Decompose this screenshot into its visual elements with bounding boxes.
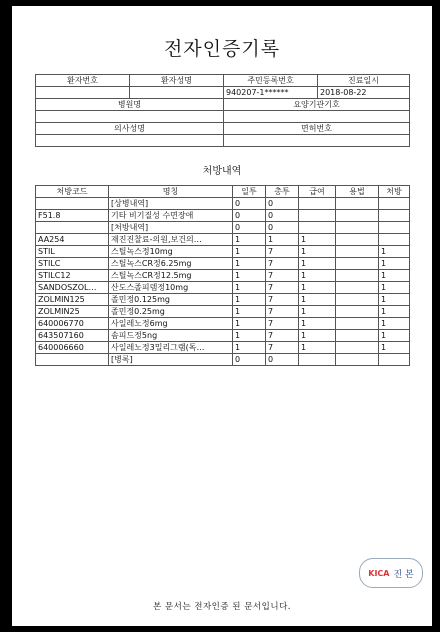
rx-code-cell [36, 198, 109, 210]
patient-number-value [36, 87, 130, 99]
rx-total-cell: 7 [266, 306, 299, 318]
patient-name-header: 환자성명 [130, 75, 224, 87]
rx-prescription-cell: 1 [379, 342, 410, 354]
rx-prescription-cell: 1 [379, 270, 410, 282]
institution-code-label: 요양기관기호 [224, 99, 410, 111]
patient-number-header: 환자번호 [36, 75, 130, 87]
rx-usage-cell [336, 342, 379, 354]
rx-usage-cell [336, 198, 379, 210]
rx-header-code: 처방코드 [36, 186, 109, 198]
rx-coverage-cell: 1 [299, 342, 336, 354]
license-number-value [224, 135, 410, 147]
rx-daily-cell: 1 [233, 330, 266, 342]
rx-usage-cell [336, 354, 379, 366]
rx-coverage-cell: 1 [299, 258, 336, 270]
rx-code-cell: ZOLMIN125 [36, 294, 109, 306]
rx-name-cell: 졸민정0.25mg [109, 306, 233, 318]
rx-header-prescription: 처방 [379, 186, 410, 198]
document-title: 전자인증기록 [163, 38, 281, 60]
rx-prescription-cell: 1 [379, 330, 410, 342]
footer-note: 본 문서는 전자인증 된 문서입니다. [153, 602, 291, 612]
table-row [36, 270, 410, 282]
rx-header-usage: 용법 [336, 186, 379, 198]
rx-daily-cell: 0 [233, 198, 266, 210]
rx-daily-cell: 1 [233, 246, 266, 258]
rx-daily-cell: 0 [233, 210, 266, 222]
rx-name-cell: 졸민정0.125mg [109, 294, 233, 306]
visit-date-header: 진료일시 [318, 75, 410, 87]
rx-daily-cell: 1 [233, 234, 266, 246]
rx-prescription-cell [379, 210, 410, 222]
rx-code-cell [36, 222, 109, 234]
table-row [36, 318, 410, 330]
table-row [36, 330, 410, 342]
rx-coverage-cell: 1 [299, 306, 336, 318]
rx-prescription-cell [379, 198, 410, 210]
rx-coverage-cell: 1 [299, 294, 336, 306]
rx-usage-cell [336, 246, 379, 258]
rx-code-cell [36, 354, 109, 366]
rx-total-cell: 0 [266, 222, 299, 234]
rx-coverage-cell [299, 210, 336, 222]
rx-name-cell: [상병내역] [109, 198, 233, 210]
rx-name-cell: [병록] [109, 354, 233, 366]
rx-total-cell: 7 [266, 342, 299, 354]
hospital-name-label: 병원명 [36, 99, 224, 111]
rx-total-cell: 7 [266, 246, 299, 258]
prescription-table [35, 185, 410, 366]
table-row [36, 306, 410, 318]
rx-daily-cell: 1 [233, 258, 266, 270]
rx-total-cell: 1 [266, 234, 299, 246]
rx-code-cell: STILC12 [36, 270, 109, 282]
rx-coverage-cell: 1 [299, 330, 336, 342]
rx-prescription-cell: 1 [379, 246, 410, 258]
rx-prescription-cell: 1 [379, 258, 410, 270]
section-title: 처방내역 [202, 166, 242, 177]
rx-header-name: 명칭 [109, 186, 233, 198]
rx-daily-cell: 1 [233, 342, 266, 354]
rx-header-total: 총투 [266, 186, 299, 198]
doctor-name-label: 의사성명 [36, 123, 224, 135]
rx-total-cell: 7 [266, 330, 299, 342]
rx-coverage-cell: 1 [299, 246, 336, 258]
rx-usage-cell [336, 222, 379, 234]
rx-total-cell: 0 [266, 210, 299, 222]
table-row [36, 258, 410, 270]
rx-usage-cell [336, 258, 379, 270]
rx-name-cell: 솜피드정5ng [109, 330, 233, 342]
rx-total-cell: 7 [266, 294, 299, 306]
table-row [36, 282, 410, 294]
rx-prescription-cell [379, 234, 410, 246]
rx-daily-cell: 1 [233, 306, 266, 318]
rx-total-cell: 0 [266, 354, 299, 366]
rx-coverage-cell: 1 [299, 282, 336, 294]
rx-code-cell: 643507160 [36, 330, 109, 342]
rx-usage-cell [336, 330, 379, 342]
rx-daily-cell: 1 [233, 294, 266, 306]
license-number-label: 면허번호 [224, 123, 410, 135]
document-page [12, 6, 432, 626]
rx-coverage-cell: 1 [299, 318, 336, 330]
rx-name-cell: 스틸녹스CR정6.25mg [109, 258, 233, 270]
stamp-text: 진 본 [393, 569, 414, 580]
resident-number-value: 940207-1****** [224, 87, 318, 99]
rx-code-cell: F51.8 [36, 210, 109, 222]
kica-logo: KICA [368, 568, 390, 578]
rx-coverage-cell [299, 354, 336, 366]
rx-total-cell: 0 [266, 198, 299, 210]
rx-coverage-cell: 1 [299, 234, 336, 246]
rx-daily-cell: 1 [233, 270, 266, 282]
rx-code-cell: 640006660 [36, 342, 109, 354]
certification-stamp [359, 558, 423, 588]
table-row [36, 222, 410, 234]
rx-header-coverage: 급여 [299, 186, 336, 198]
rx-coverage-cell: 1 [299, 270, 336, 282]
table-row [36, 294, 410, 306]
rx-code-cell: AA254 [36, 234, 109, 246]
table-row [36, 246, 410, 258]
rx-prescription-cell [379, 354, 410, 366]
rx-usage-cell [336, 282, 379, 294]
rx-total-cell: 7 [266, 270, 299, 282]
rx-name-cell: [처방내역] [109, 222, 233, 234]
rx-name-cell: 산도스졸피뎀정10mg [109, 282, 233, 294]
rx-total-cell: 7 [266, 318, 299, 330]
rx-daily-cell: 1 [233, 318, 266, 330]
rx-usage-cell [336, 210, 379, 222]
rx-code-cell: STILC [36, 258, 109, 270]
table-row [36, 198, 410, 210]
table-row [36, 210, 410, 222]
patient-name-value [130, 87, 224, 99]
visit-date-value: 2018-08-22 [318, 87, 410, 99]
rx-total-cell: 7 [266, 282, 299, 294]
rx-name-cell: 사일레노정3밀리그램(독… [109, 342, 233, 354]
table-row [36, 354, 410, 366]
rx-usage-cell [336, 234, 379, 246]
prescription-rows [36, 198, 410, 366]
rx-prescription-cell [379, 222, 410, 234]
rx-coverage-cell [299, 222, 336, 234]
rx-name-cell: 스틸녹스정10mg [109, 246, 233, 258]
rx-usage-cell [336, 306, 379, 318]
rx-header-daily: 일투 [233, 186, 266, 198]
rx-daily-cell: 1 [233, 282, 266, 294]
rx-daily-cell: 0 [233, 354, 266, 366]
rx-name-cell: 사일레노정6mg [109, 318, 233, 330]
rx-usage-cell [336, 294, 379, 306]
rx-name-cell: 재진진찰료-의원,보건의… [109, 234, 233, 246]
rx-prescription-cell: 1 [379, 282, 410, 294]
rx-total-cell: 7 [266, 258, 299, 270]
rx-daily-cell: 0 [233, 222, 266, 234]
rx-prescription-cell: 1 [379, 294, 410, 306]
hospital-name-value [36, 111, 224, 123]
rx-name-cell: 기타 비기질성 수면장애 [109, 210, 233, 222]
resident-number-header: 주민등록번호 [224, 75, 318, 87]
rx-code-cell: 640006770 [36, 318, 109, 330]
patient-info-table [35, 74, 410, 147]
institution-code-value [224, 111, 410, 123]
rx-name-cell: 스틸녹스CR정12.5mg [109, 270, 233, 282]
doctor-name-value [36, 135, 224, 147]
rx-usage-cell [336, 270, 379, 282]
table-row [36, 234, 410, 246]
table-row [36, 342, 410, 354]
rx-coverage-cell [299, 198, 336, 210]
rx-code-cell: ZOLMIN25 [36, 306, 109, 318]
rx-usage-cell [336, 318, 379, 330]
rx-code-cell: SANDOSZOL… [36, 282, 109, 294]
rx-prescription-cell: 1 [379, 318, 410, 330]
rx-code-cell: STIL [36, 246, 109, 258]
rx-prescription-cell: 1 [379, 306, 410, 318]
